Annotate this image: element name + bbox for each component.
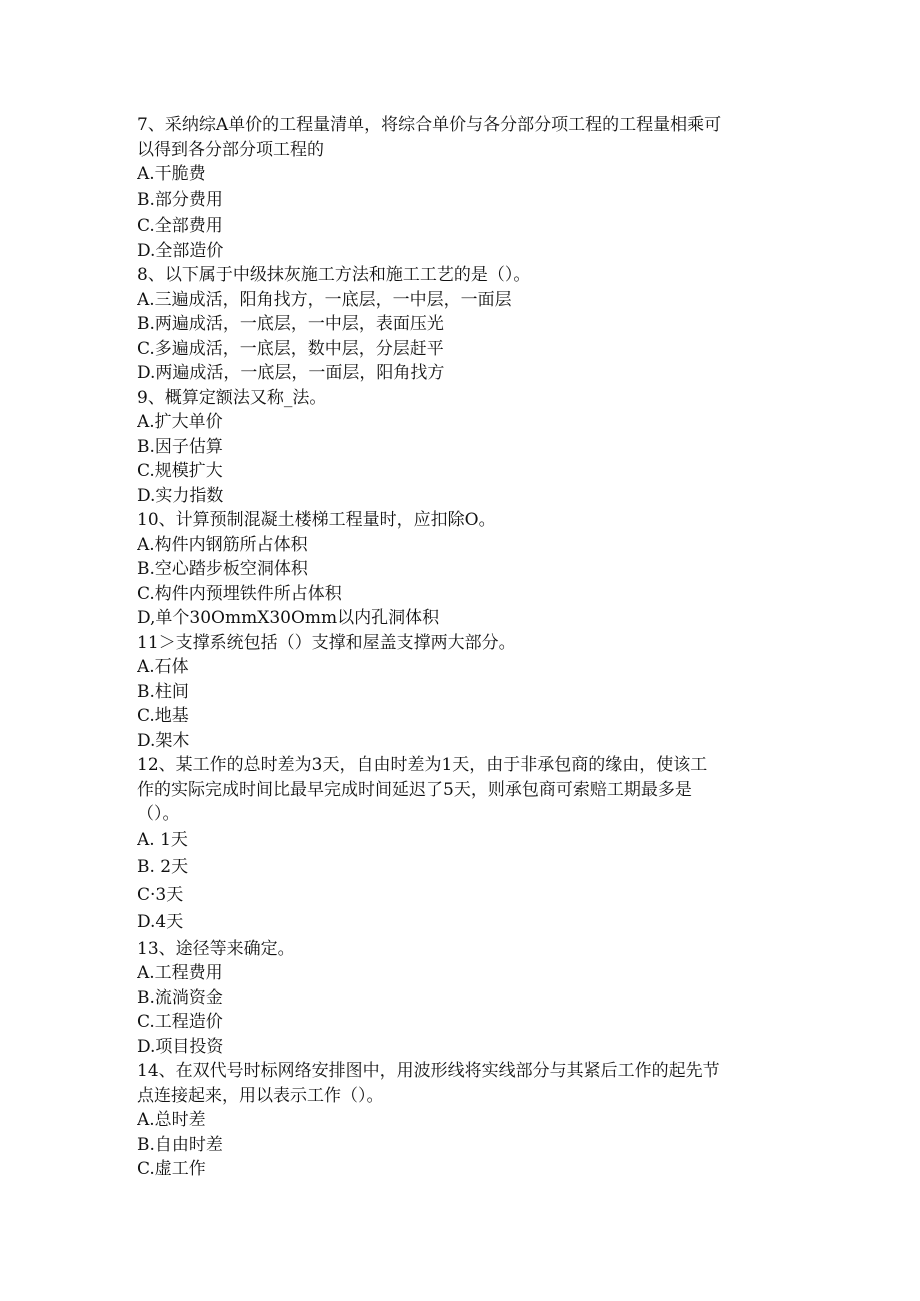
option-a: A.三遍成活，阳角找方，一底层，一中层，一面层 — [137, 289, 512, 310]
question-stem-line: 11＞支撑系统包括（）支撑和屋盖支撑两大部分。 — [137, 632, 516, 653]
option-a: A.扩大单价 — [137, 412, 223, 432]
option-c: C·3天 — [137, 884, 184, 905]
option-a: A.总时差 — [137, 1110, 206, 1130]
question-stem-line: 14、在双代号时标网络安排图中，用波形线将实线部分与其紧后工作的起先节 — [137, 1061, 720, 1081]
question-stem-line: 10、计算预制混凝土楼梯工程量时，应扣除O。 — [137, 510, 496, 530]
option-b: B.因子估算 — [137, 436, 223, 457]
question-13 — [137, 937, 787, 1060]
question-stem-line: 8、以下属于中级抹灰施工方法和施工工艺的是（）。 — [137, 265, 531, 285]
question-stem-line: 以得到各分部分项工程的 — [137, 139, 324, 160]
option-b: B.部分费用 — [137, 189, 223, 210]
option-d: D.架木 — [137, 730, 190, 751]
option-a: A.干脆费 — [137, 164, 206, 184]
question-stem-line: 作的实际完成时间比最早完成时间延迟了5天，则承包商可索赔工期最多是 — [137, 779, 692, 800]
question-stem-line: 点连接起来，用以表示工作（）。 — [137, 1085, 384, 1106]
option-d: D,单个30OmmX30Omm以内孔洞体积 — [137, 608, 440, 628]
option-c: C.工程造价 — [137, 1012, 223, 1032]
option-b: B.流淌资金 — [137, 987, 223, 1008]
question-stem-line: （）。 — [137, 804, 180, 824]
option-b: B.柱间 — [137, 681, 189, 702]
question-7 — [137, 113, 787, 263]
option-a: A. 1天 — [137, 829, 188, 850]
question-stem-line: 7、采纳综A单价的工程量清单，将综合单价与各分部分项工程的工程量相乘可 — [137, 115, 722, 135]
question-8 — [137, 263, 787, 386]
question-12 — [137, 753, 787, 937]
option-d: D.项目投资 — [137, 1036, 224, 1057]
question-10 — [137, 508, 787, 631]
option-a: A.石体 — [137, 657, 189, 677]
option-d: D.全部造价 — [137, 240, 224, 261]
question-9 — [137, 386, 787, 509]
question-stem-line: 9、概算定额法又称_法。 — [137, 387, 327, 408]
option-c: C.多遍成活，一底层，数中层，分层赶平 — [137, 338, 444, 359]
option-c: C.构件内预埋铁件所占体积 — [137, 583, 342, 604]
option-b: B.空心踏步板空洞体积 — [137, 559, 308, 579]
option-c: C.地基 — [137, 706, 189, 726]
option-b: B. 2天 — [137, 857, 189, 877]
option-a: A.工程费用 — [137, 963, 223, 983]
question-14 — [137, 1059, 787, 1182]
option-d: D.4天 — [137, 912, 184, 932]
option-b: B.两遍成活，一底层，一中层，表面压光 — [137, 314, 444, 334]
option-c: C.虚工作 — [137, 1159, 206, 1179]
question-list — [137, 113, 787, 1182]
option-c: C.规模扩大 — [137, 461, 223, 481]
question-stem-line: 12、某工作的总时差为3天，自由时差为1天，由于非承包商的缘由，使该工 — [137, 755, 708, 775]
option-c: C.全部费用 — [137, 216, 223, 236]
option-d: D.实力指数 — [137, 485, 224, 506]
option-d: D.两遍成活，一底层，一面层，阳角找方 — [137, 363, 445, 383]
question-11 — [137, 631, 787, 754]
option-a: A.构件内钢筋所占体积 — [137, 534, 308, 555]
option-b: B.自由时差 — [137, 1134, 223, 1155]
question-stem-line: 13、途径等来确定。 — [137, 938, 295, 959]
